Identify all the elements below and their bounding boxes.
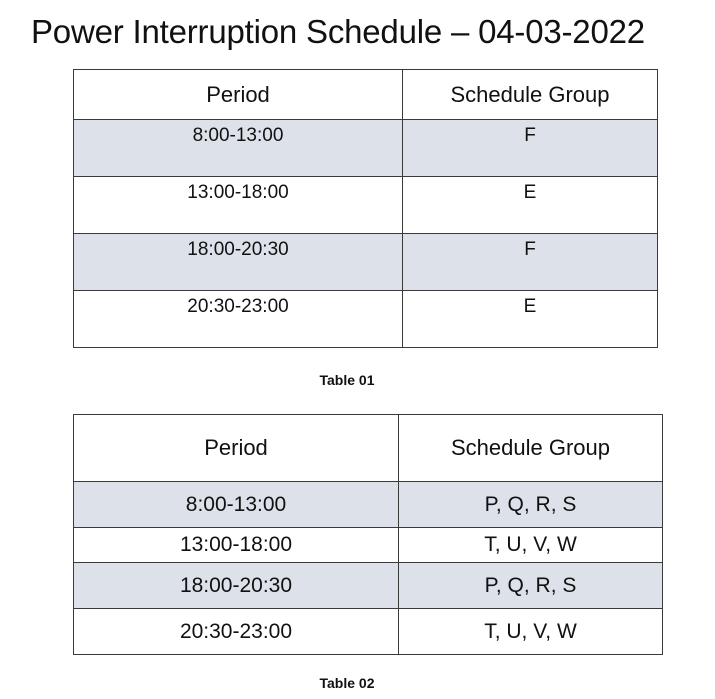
table-caption-02: Table 02	[319, 675, 375, 691]
period-cell: 20:30-23:00	[74, 609, 399, 655]
schedule-group-cell: E	[403, 177, 658, 234]
table-row	[74, 482, 663, 528]
table-row	[74, 609, 663, 655]
schedule-group-cell: E	[403, 291, 658, 348]
period-cell: 8:00-13:00	[74, 482, 399, 528]
table-header-row	[74, 70, 658, 120]
table-header-row	[74, 415, 663, 482]
period-cell: 13:00-18:00	[74, 528, 399, 563]
column-header-period: Period	[74, 70, 403, 120]
schedule-group-cell: T, U, V, W	[399, 528, 663, 563]
period-cell: 13:00-18:00	[74, 177, 403, 234]
schedule-group-cell: F	[403, 234, 658, 291]
table-caption-01: Table 01	[319, 372, 375, 388]
period-cell: 18:00-20:30	[74, 563, 399, 609]
schedule-table-01	[73, 69, 658, 348]
column-header-period: Period	[74, 415, 399, 482]
schedule-group-cell: F	[403, 120, 658, 177]
table-row	[74, 120, 658, 177]
period-cell: 18:00-20:30	[74, 234, 403, 291]
table-row	[74, 234, 658, 291]
schedule-group-cell: P, Q, R, S	[399, 563, 663, 609]
table-row	[74, 291, 658, 348]
period-cell: 8:00-13:00	[74, 120, 403, 177]
table-row	[74, 563, 663, 609]
table-row	[74, 528, 663, 563]
page-title: Power Interruption Schedule – 04-03-2022	[31, 13, 645, 50]
column-header-schedule-group: Schedule Group	[403, 70, 658, 120]
table-row	[74, 177, 658, 234]
period-cell: 20:30-23:00	[74, 291, 403, 348]
schedule-group-cell: T, U, V, W	[399, 609, 663, 655]
column-header-schedule-group: Schedule Group	[399, 415, 663, 482]
schedule-table-02	[73, 414, 663, 655]
schedule-group-cell: P, Q, R, S	[399, 482, 663, 528]
